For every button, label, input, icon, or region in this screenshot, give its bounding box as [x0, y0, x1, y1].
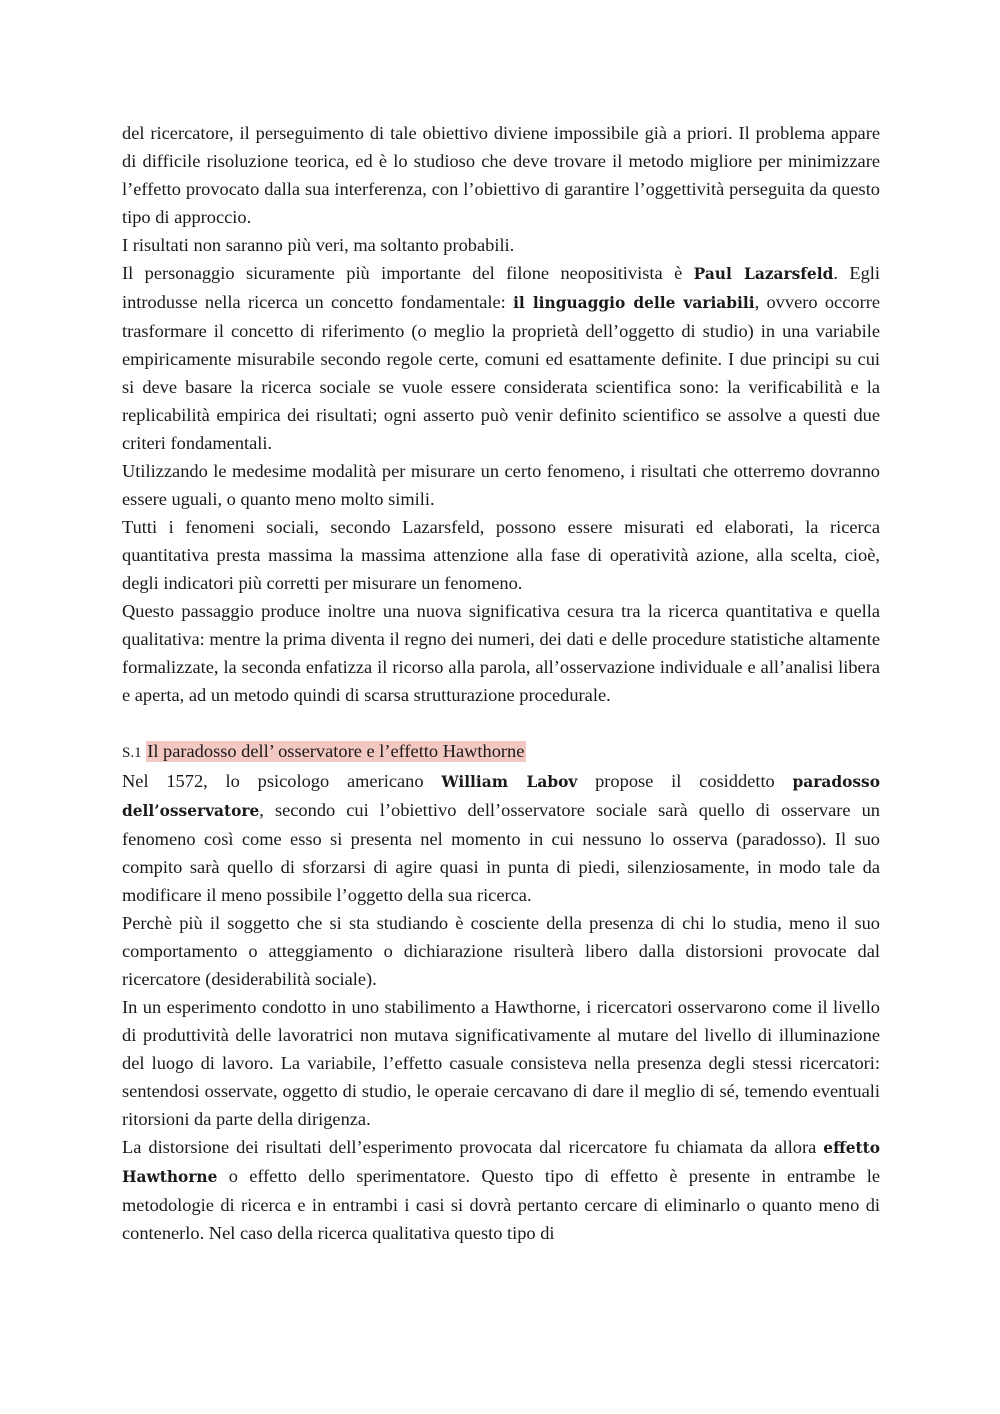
- paragraph: [122, 909, 880, 993]
- text-run: Nel 1572, lo psicologo americano: [122, 771, 442, 791]
- text-run: o effetto dello sperimentatore. Questo tipo di effetto è presente in entrambe le metodologie di ricerca e in entrambi i casi si dovrà pertanto cercare di eliminarlo o quanto meno di contenerlo. Nel caso della ricerca qualitativa questo tipo di: [122, 1166, 880, 1243]
- text-run: I risultati non saranno più veri, ma soltanto probabili.: [122, 235, 515, 255]
- paragraph: [122, 259, 880, 457]
- text-run: Il personaggio sicuramente più importante del filone neopositivista è: [122, 263, 694, 283]
- bold-term: William Labov: [441, 773, 578, 791]
- paragraph: [122, 597, 880, 709]
- paragraph: [122, 767, 880, 909]
- text-run: , secondo cui l’obiettivo dell’osservatore sociale sarà quello di osservare un fenomeno così come esso si presenta nel momento in cui nessuno lo osserva (paradosso). Il suo compito sarà quello di sforzarsi di agire quasi in punta di piedi, silenziosamente, in modo tale da modificare il meno possibile l’oggetto della sua ricerca.: [122, 800, 880, 905]
- text-run: , ovvero occorre trasformare il concetto di riferimento (o meglio la proprietà dell’oggetto di studio) in una variabile empiricamente misurabile secondo regole certe, comuni ed esattamente definite. I due principi su cui si deve basare la ricerca sociale se vuole essere considerata scientifica sono: la verificabilità e la replicabilità empirica dei risultati; ogni asserto può venir definito scientifico se assolve a questi due criteri fondamentali.: [122, 292, 880, 453]
- text-run: Perchè più il soggetto che si sta studiando è cosciente della presenza di chi lo studia, meno il suo comportamento o atteggiamento o dichiarazione risulterà libero dalla distorsioni provocate dal ricercatore (desiderabilità sociale).: [122, 913, 880, 989]
- paragraph: [122, 993, 880, 1133]
- bold-term: Paul Lazarsfeld: [693, 265, 834, 283]
- section-number: S.1: [122, 745, 142, 761]
- paragraph: [122, 231, 880, 259]
- document-page: [122, 119, 880, 1247]
- bold-term: effetto Hawthorne: [122, 1139, 880, 1186]
- section-spacer: [122, 709, 880, 737]
- text-run: propose il cosiddetto: [577, 771, 793, 791]
- paragraph: [122, 457, 880, 513]
- body-text-section: [122, 767, 880, 1247]
- text-run: . Egli introdusse nella ricerca un concetto fondamentale:: [122, 263, 880, 312]
- text-run: La distorsione dei risultati dell’esperimento provocata dal ricercatore fu chiamata da allora: [122, 1137, 824, 1157]
- text-run: Tutti i fenomeni sociali, secondo Lazarsfeld, possono essere misurati ed elaborati, la ricerca quantitativa presta massima la massima attenzione alla fase di operatività azione, alla scelta, cioè, degli indicatori più corretti per misurare un fenomeno.: [122, 517, 880, 593]
- section-heading: [122, 737, 880, 767]
- text-run: del ricercatore, il perseguimento di tale obiettivo diviene impossibile già a priori. Il problema appare di difficile risoluzione teorica, ed è lo studioso che deve trovare il metodo migliore per minimizzare l’effetto provocato dalla sua interferenza, con l’obiettivo di garantire l’oggettività perseguita da questo tipo di approccio.: [122, 123, 880, 227]
- text-run: Utilizzando le medesime modalità per misurare un certo fenomeno, i risultati che otterremo dovranno essere uguali, o quanto meno molto simili.: [122, 461, 880, 509]
- text-run: Questo passaggio produce inoltre una nuova significativa cesura tra la ricerca quantitativa e quella qualitativa: mentre la prima diventa il regno dei numeri, dei dati e delle procedure statistiche altamente formalizzate, la seconda enfatizza il ricorso alla parola, all’osservazione individuale e all’analisi libera e aperta, ad un metodo quindi di scarsa strutturazione procedurale.: [122, 601, 880, 705]
- section-title: Il paradosso dell’ osservatore e l’effetto Hawthorne: [147, 741, 525, 761]
- text-run: In un esperimento condotto in uno stabilimento a Hawthorne, i ricercatori osservarono come il livello di produttività delle lavoratrici non mutava significativamente al mutare del livello di illuminazione del luogo di lavoro. La variabile, l’effetto casuale consisteva nella presenza degli stessi ricercatori: sentendosi osservate, oggetto di studio, le operaie cercavano di dare il meglio di sé, temendo eventuali ritorsioni da parte della dirigenza.: [122, 997, 880, 1129]
- paragraph: [122, 1133, 880, 1247]
- paragraph: [122, 513, 880, 597]
- body-text-top: [122, 119, 880, 709]
- bold-term: paradosso dell’osservatore: [122, 773, 880, 820]
- bold-term: il linguaggio delle variabili: [513, 294, 755, 312]
- paragraph: [122, 119, 880, 231]
